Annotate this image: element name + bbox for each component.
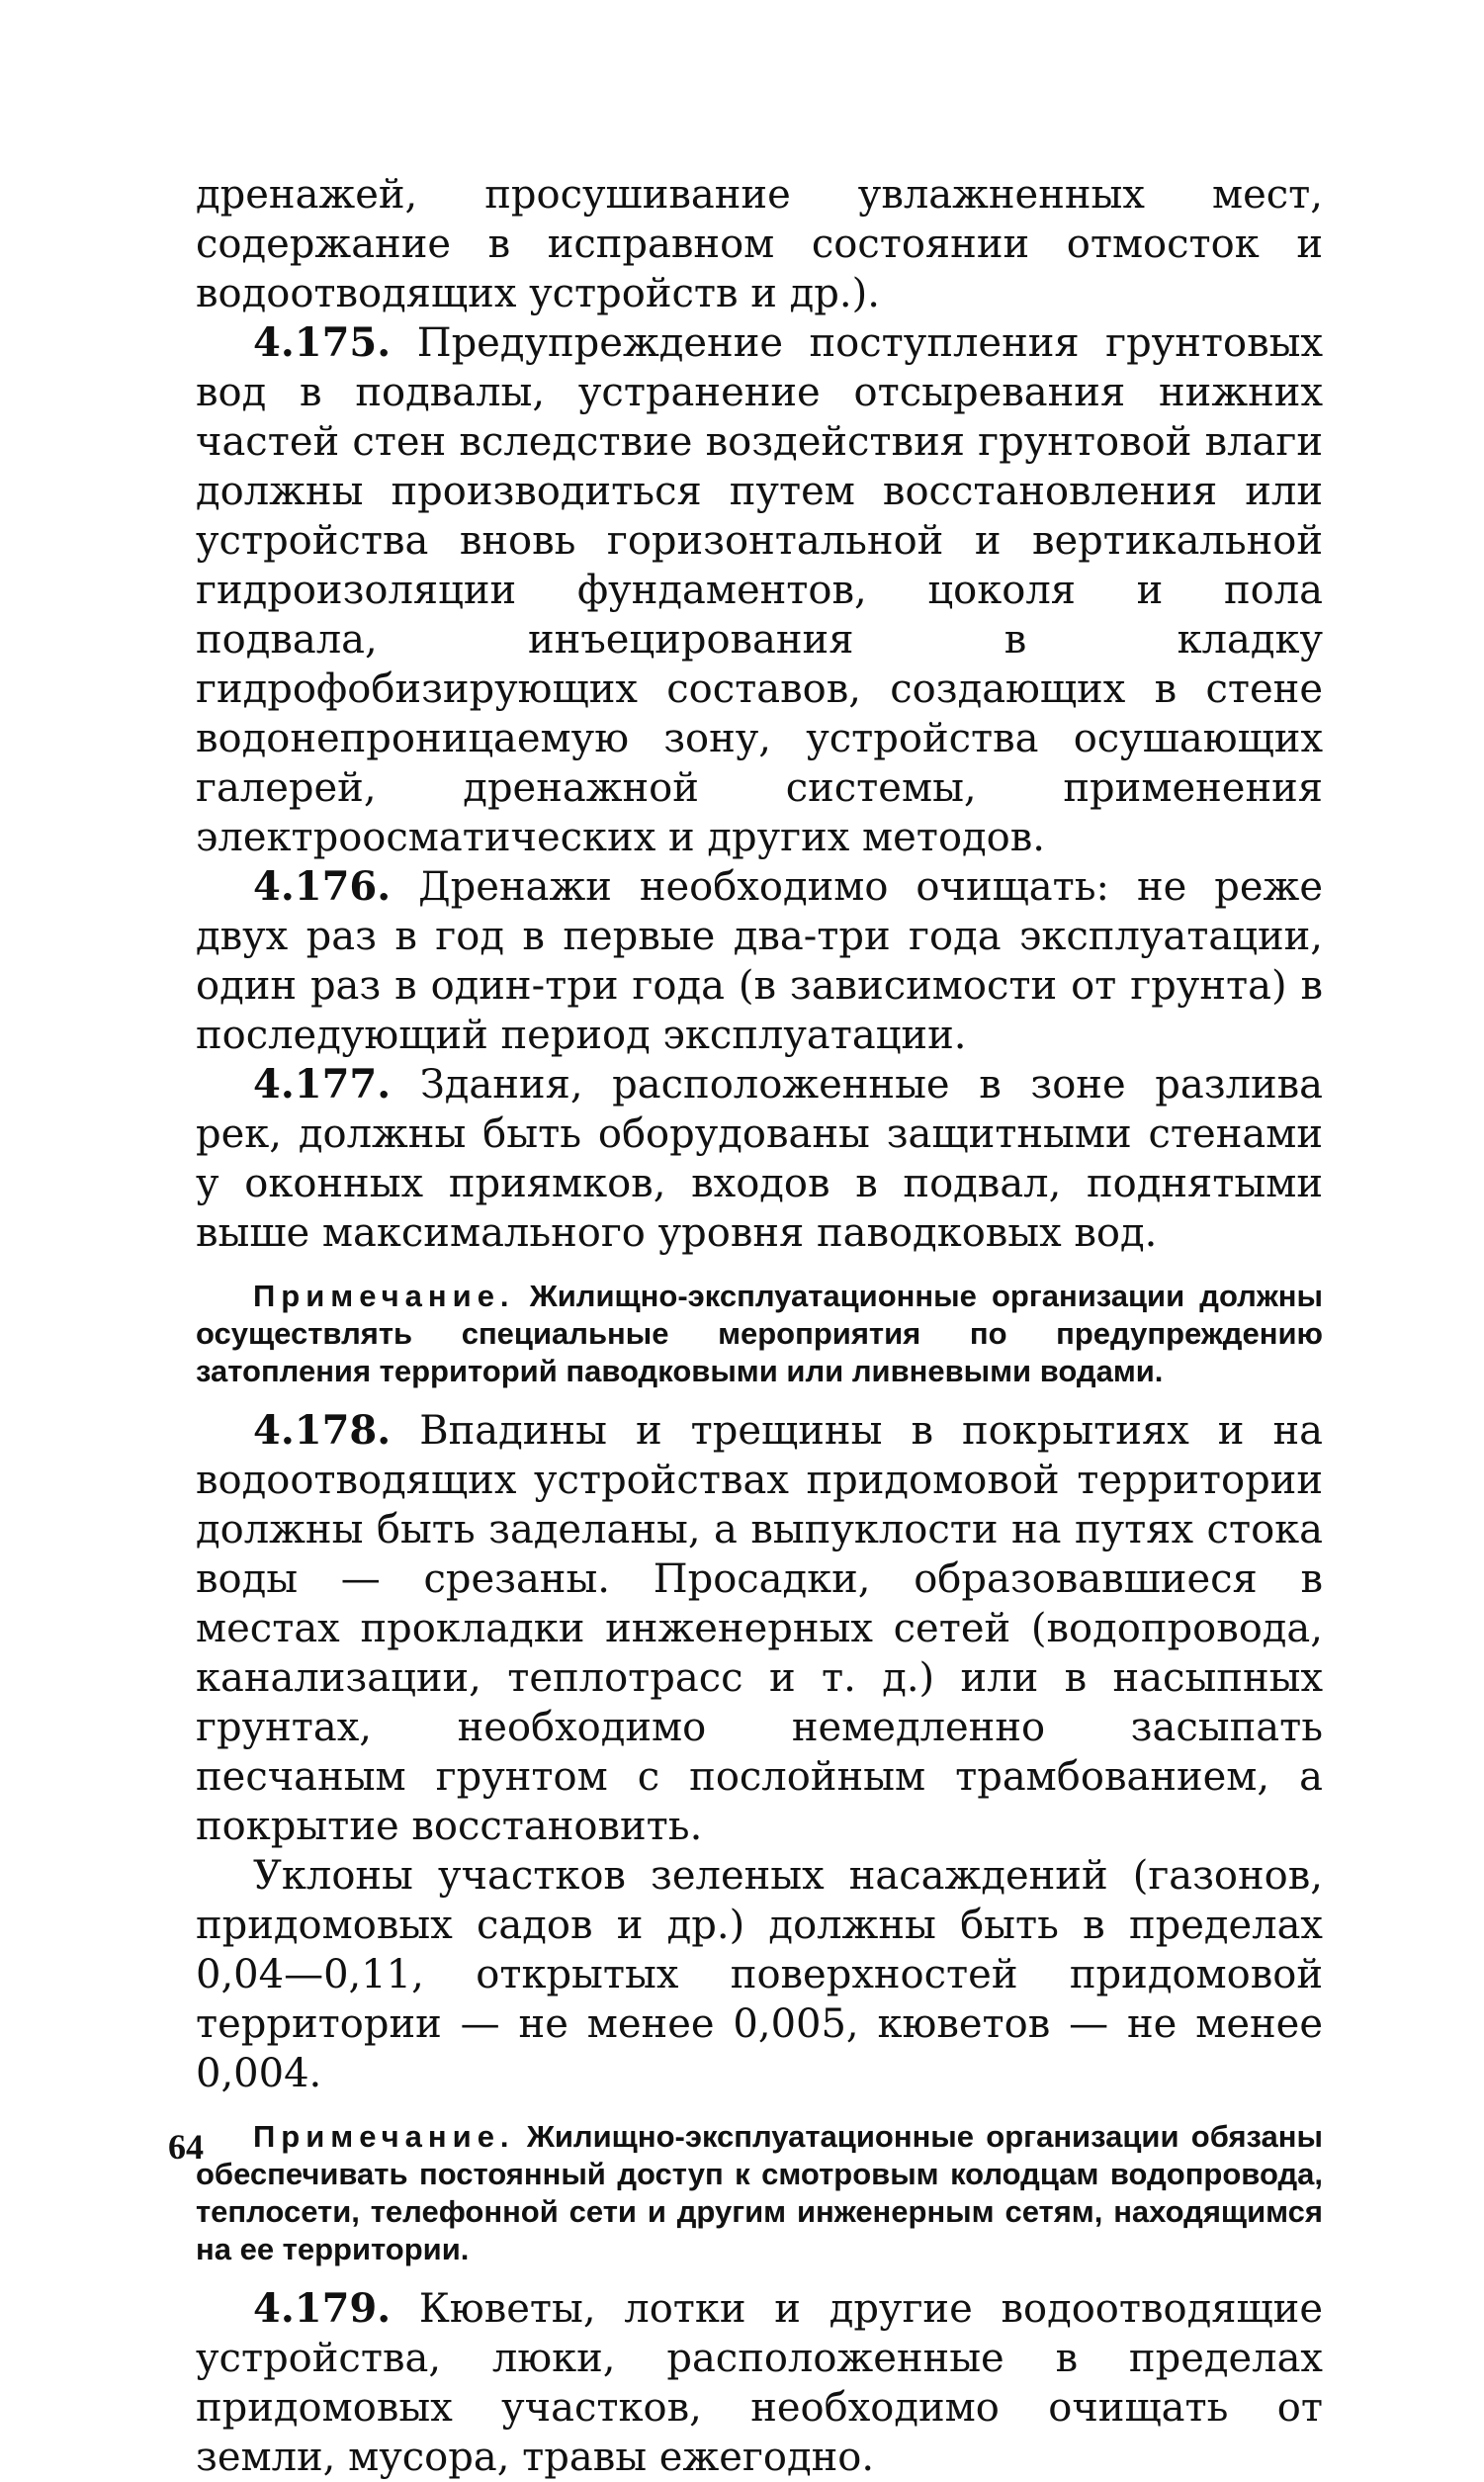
paragraph-4-178 [196,1406,1323,1851]
note-label: Примечание. [253,2119,515,2154]
clause-text-4-175: Предупреждение поступления грунтовых вод в подвалы, устранение отсыревания нижних частей стен вследствие воздействия грунтовой влаги должны производиться путем восстановления или устройства вновь горизонтальной и вертикальной гидроизоляции фундаментов, цоколя и пола подвала, инъецирования в кладку гидрофобизирующих составов, создающих в стене водонепроницаемую зону, устройства осушающих галерей, дренажной системы, применения электроосматических и других методов. [196,320,1323,860]
note-text: Жилищно-эксплуатационные организации обязаны обеспечивать постоянный доступ к смотровым колодцам водопровода, теплосети, телефонной сети и другим инженерным сетям, находящимся на ее территории. [196,2119,1323,2266]
note-text: Жилищно-эксплуатационные организации должны осуществлять специальные мероприятия по предупреждению затопления территорий паводковыми или ливневыми водами. [196,1279,1323,1388]
clause-text-4-177: Здания, расположенные в зоне разлива рек, должны быть оборудованы защитными стенами у оконных приямков, входов в подвал, поднятыми выше максимального уровня паводковых вод. [196,1062,1324,1256]
clause-text-4-179: Кюветы, лотки и другие водоотводящие устройства, люки, расположенные в пределах придомовых участков, необходимо очищать от земли, мусора, травы ежегодно. [196,2286,1323,2480]
text-column [196,170,1323,2482]
note-label: Примечание. [253,1279,515,1313]
clause-number-4-177: 4.177. [253,1061,392,1108]
paragraph-intro: дренажей, просушивание увлажненных мест, содержание в исправном состоянии отмосток и водоотводящих устройств и др.). [196,172,1323,316]
clause-number-4-179: 4.179. [253,2285,392,2332]
clause-number-4-176: 4.176. [253,863,392,910]
note-access [196,2118,1323,2268]
clause-text-4-178: Впадины и трещины в покрытиях и на водоотводящих устройствах придомовой территории должны быть заделаны, а выпуклости на путях стока воды — срезаны. Просадки, образовавшиеся в местах прокладки инженерных сетей (водопровода, канализации, теплотрасс и т. д.) или в насыпных грунтах, необходимо немедленно засыпать песчаным грунтом с послойным трамбованием, а покрытие восстановить. [196,1408,1324,1849]
clause-text-4-176: Дренажи необходимо очищать: не реже двух раз в год в первые два-три года эксплуатации, один раз в один-три года (в зависимости от грунта) в последующий период эксплуатации. [196,864,1323,1058]
paragraph-4-179 [196,2284,1323,2482]
clause-number-4-175: 4.175. [253,319,392,366]
paragraph-4-177 [196,1060,1323,1258]
page-number: 64 [168,2127,204,2167]
clause-number-4-178: 4.178. [253,1407,392,1454]
note-flooding [196,1278,1323,1390]
paragraph-4-175 [196,318,1323,862]
paragraph-slopes: Уклоны участков зеленых насаждений (газонов, придомовых садов и др.) должны быть в пределах 0,04—0,11, открытых поверхностей придомовой территории — не менее 0,005, кюветов — не менее 0,004. [196,1853,1323,2096]
paragraph-4-176 [196,862,1323,1060]
